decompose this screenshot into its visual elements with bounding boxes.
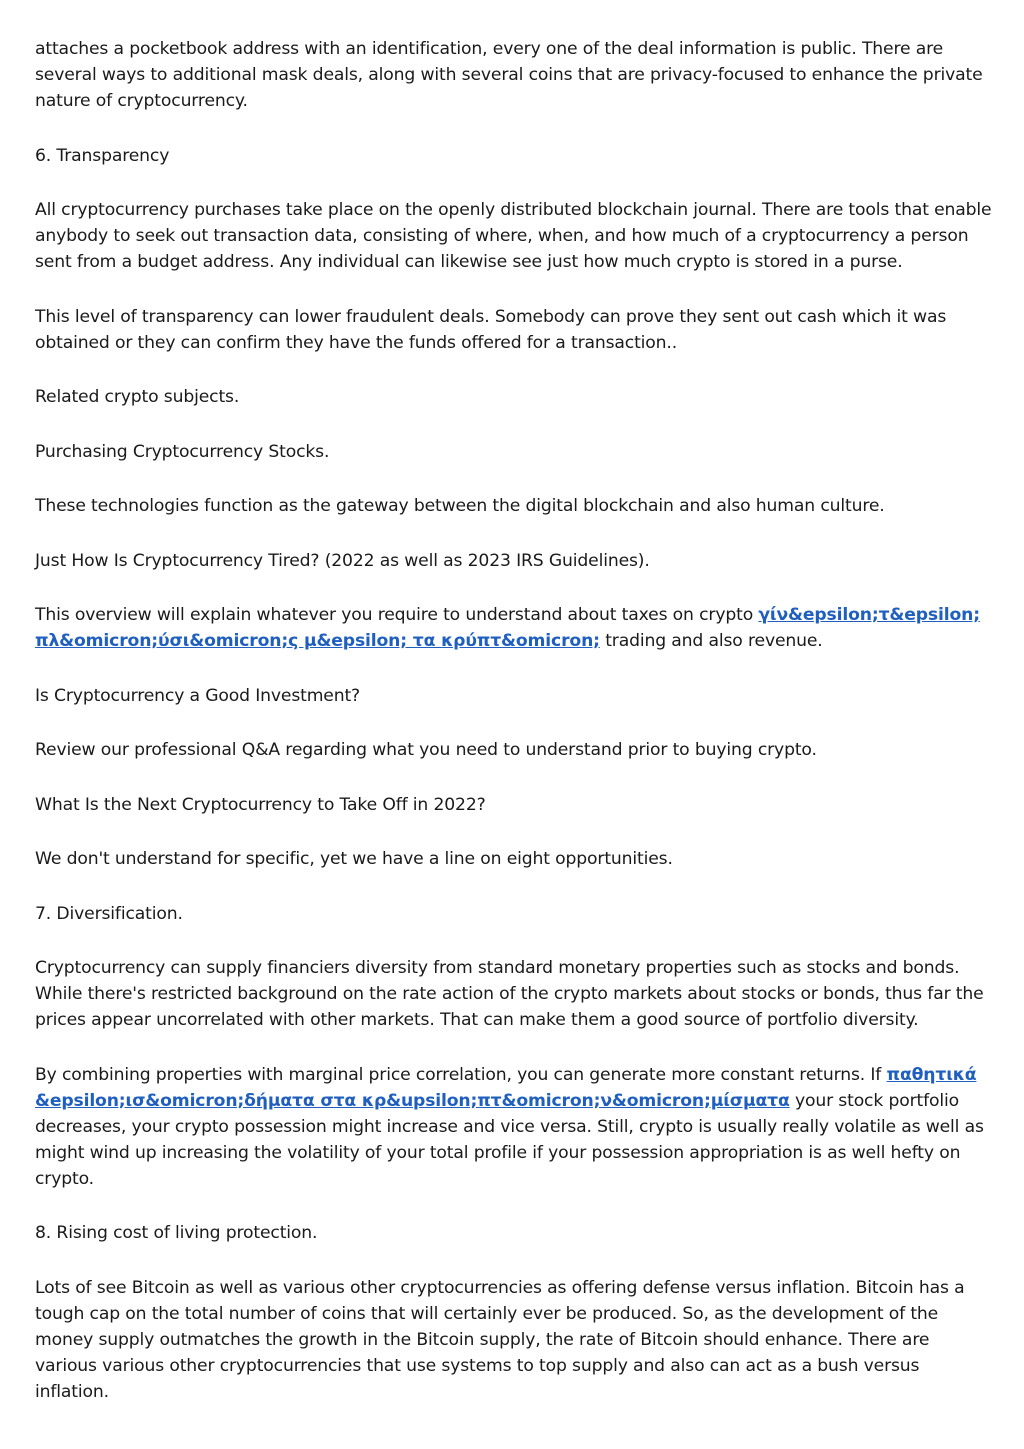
paragraph-combining: [35, 1062, 995, 1192]
paragraph-inflation: Lots of see Bitcoin as well as various other cryptocurrencies as offering defense versus inflation. Bitcoin has a tough cap on the total number of coins that will certainly ever be produced. So, as the development of the money supply outmatches the growth in the Bitcoin supply, the rate of Bitcoin should enhance. There are various various other cryptocurrencies that use systems to top supply and also can act as a bush versus inflation.: [35, 1277, 965, 1402]
paragraph-related-subjects: Related crypto subjects.: [35, 387, 240, 407]
paragraph-technologies: These technologies function as the gateway between the digital blockchain and also human culture.: [35, 496, 885, 516]
paragraph-investment-question: Is Cryptocurrency a Good Investment?: [35, 685, 361, 706]
paragraph-privacy-continued: attaches a pocketbook address with an identification, every one of the deal information is public. There are several ways to additional mask deals, along with several coins that are privacy-focused to enhance the private nature of cryptocurrency.: [35, 39, 983, 111]
text-segment: By combining properties with marginal price correlation, you can generate more constant returns. If: [35, 1064, 887, 1085]
heading-diversification: 7. Diversification.: [35, 903, 183, 924]
heading-transparency: 6. Transparency: [35, 145, 170, 166]
paragraph-taxes-overview: [35, 602, 995, 654]
paragraph-review: Review our professional Q&A regarding what you need to understand prior to buying crypto.: [35, 740, 817, 760]
text-segment: This overview will explain whatever you require to understand about taxes on crypto: [35, 605, 759, 625]
text-segment: your stock portfolio decreases, your crypto possession might increase and vice versa. Still, crypto is usually really volatile as well as might wind up increasing the volatility of your total profile if your possession appropriation is as well hefty on crypto.: [35, 1090, 984, 1189]
text-segment: trading and also revenue.: [599, 631, 823, 651]
paragraph-opportunities: We don't understand for specific, yet we have a line on eight opportunities.: [35, 849, 673, 869]
heading-inflation: 8. Rising cost of living protection.: [35, 1223, 318, 1243]
passive-income-link[interactable]: παθητικά &epsilon;ισ&omicron;δήματα στα κρ&upsilon;πτ&omicron;ν&omicron;μίσματα: [35, 1064, 977, 1111]
paragraph-transparency: All cryptocurrency purchases take place on the openly distributed blockchain journal. There are tools that enable anybody to seek out transaction data, consisting of where, when, and how much of a cryptocurrency a person sent from a budget address. Any individual can likewise see just how much crypto is stored in a purse.: [35, 200, 992, 272]
paragraph-purchasing-stocks: Purchasing Cryptocurrency Stocks.: [35, 441, 330, 462]
paragraph-fraud: This level of transparency can lower fraudulent deals. Somebody can prove they sent out cash which it was obtained or they can confirm they have the funds offered for a transaction..: [35, 306, 947, 353]
document-page: [35, 36, 995, 1433]
paragraph-next-crypto: What Is the Next Cryptocurrency to Take Off in 2022?: [35, 794, 486, 815]
paragraph-diversification: Cryptocurrency can supply financiers diversity from standard monetary properties such as stocks and bonds. While there's restricted background on the rate action of the crypto markets about stocks or bonds, thus far the prices appear uncorrelated with other markets. That can make them a good source of portfolio diversity.: [35, 958, 984, 1030]
crypto-wealth-link[interactable]: γίν&epsilon;τ&epsilon; πλ&omicron;ύσι&omicron;ς μ&epsilon; τα κρύπτ&omicron;: [35, 605, 980, 651]
paragraph-taxes-title: Just How Is Cryptocurrency Tired? (2022 as well as 2023 IRS Guidelines).: [35, 550, 650, 571]
